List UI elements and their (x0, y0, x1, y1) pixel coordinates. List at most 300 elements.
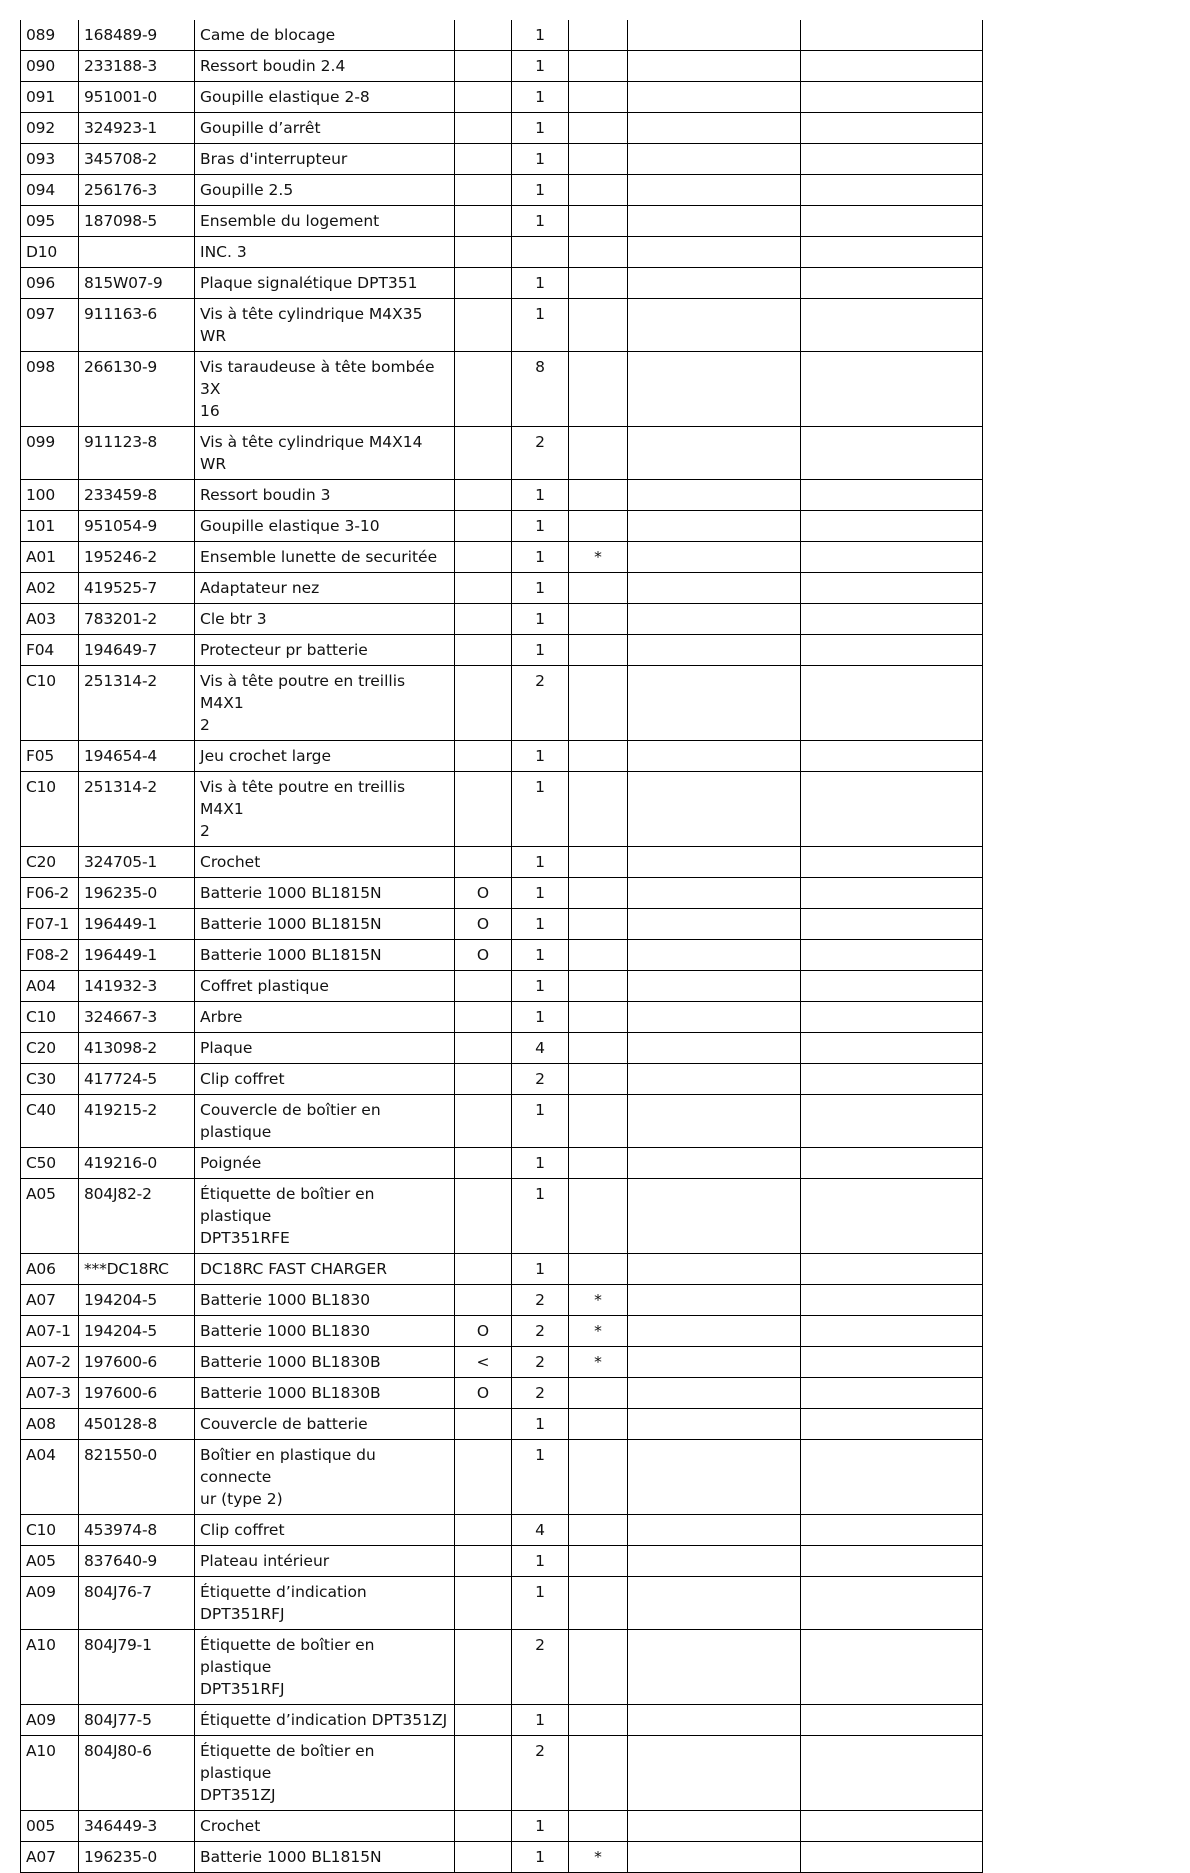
table-row (21, 299, 983, 352)
ref-cell: D10 (21, 237, 79, 268)
parts-list-table (20, 20, 983, 1873)
note-mark-cell (455, 847, 512, 878)
empty-cell (801, 1179, 983, 1254)
star-mark-cell (569, 940, 628, 971)
part-number-cell: 815W07-9 (79, 268, 195, 299)
description-cell: Batterie 1000 BL1830B (195, 1347, 455, 1378)
ref-cell: A09 (21, 1577, 79, 1630)
empty-cell (801, 1285, 983, 1316)
table-row (21, 635, 983, 666)
empty-cell (628, 1409, 801, 1440)
description-cell: Arbre (195, 1002, 455, 1033)
description-cell: Protecteur pr batterie (195, 635, 455, 666)
empty-cell (801, 741, 983, 772)
note-mark-cell (455, 1409, 512, 1440)
part-number-cell: 419525-7 (79, 573, 195, 604)
table-row (21, 1002, 983, 1033)
star-mark-cell (569, 1409, 628, 1440)
ref-cell: 089 (21, 20, 79, 51)
description-cell: Crochet (195, 847, 455, 878)
table-row (21, 1546, 983, 1577)
part-number-cell: 417724-5 (79, 1064, 195, 1095)
quantity-cell: 1 (512, 51, 569, 82)
star-mark-cell (569, 20, 628, 51)
empty-cell (628, 1546, 801, 1577)
empty-cell (801, 1347, 983, 1378)
part-number-cell: 251314-2 (79, 666, 195, 741)
ref-cell: C10 (21, 1002, 79, 1033)
star-mark-cell (569, 741, 628, 772)
empty-cell (801, 573, 983, 604)
part-number-cell: 195246-2 (79, 542, 195, 573)
description-cell: Étiquette de boîtier en plastique DPT351RFJ (195, 1630, 455, 1705)
ref-cell: 093 (21, 144, 79, 175)
ref-cell: A07 (21, 1285, 79, 1316)
empty-cell (628, 1440, 801, 1515)
ref-cell: A01 (21, 542, 79, 573)
quantity-cell: 2 (512, 1285, 569, 1316)
star-mark-cell (569, 82, 628, 113)
part-number-cell: 168489-9 (79, 20, 195, 51)
note-mark-cell (455, 1440, 512, 1515)
empty-cell (801, 604, 983, 635)
star-mark-cell (569, 144, 628, 175)
quantity-cell: 1 (512, 909, 569, 940)
description-cell: Batterie 1000 BL1830B (195, 1378, 455, 1409)
description-cell: Crochet (195, 1811, 455, 1842)
empty-cell (628, 1577, 801, 1630)
empty-cell (801, 237, 983, 268)
table-row (21, 1842, 983, 1873)
table-row (21, 427, 983, 480)
star-mark-cell (569, 573, 628, 604)
empty-cell (628, 542, 801, 573)
star-mark-cell (569, 1440, 628, 1515)
ref-cell: C10 (21, 1515, 79, 1546)
empty-cell (801, 971, 983, 1002)
description-cell: Couvercle de batterie (195, 1409, 455, 1440)
description-cell: Batterie 1000 BL1830 (195, 1316, 455, 1347)
quantity-cell: 1 (512, 1095, 569, 1148)
empty-cell (628, 206, 801, 237)
quantity-cell: 1 (512, 604, 569, 635)
star-mark-cell (569, 1378, 628, 1409)
empty-cell (801, 427, 983, 480)
star-mark-cell (569, 51, 628, 82)
empty-cell (801, 144, 983, 175)
quantity-cell: 1 (512, 1546, 569, 1577)
star-mark-cell (569, 113, 628, 144)
table-row (21, 1148, 983, 1179)
empty-cell (628, 573, 801, 604)
empty-cell (628, 847, 801, 878)
ref-cell: 092 (21, 113, 79, 144)
empty-cell (801, 51, 983, 82)
star-mark-cell (569, 175, 628, 206)
quantity-cell: 4 (512, 1033, 569, 1064)
ref-cell: F05 (21, 741, 79, 772)
description-cell: Batterie 1000 BL1815N (195, 940, 455, 971)
empty-cell (801, 1577, 983, 1630)
part-number-cell: 911123-8 (79, 427, 195, 480)
empty-cell (628, 1179, 801, 1254)
star-mark-cell (569, 635, 628, 666)
part-number-cell: 196449-1 (79, 909, 195, 940)
note-mark-cell (455, 82, 512, 113)
empty-cell (628, 1842, 801, 1873)
empty-cell (628, 741, 801, 772)
ref-cell: 101 (21, 511, 79, 542)
part-number-cell: 256176-3 (79, 175, 195, 206)
part-number-cell: 783201-2 (79, 604, 195, 635)
quantity-cell: 4 (512, 1515, 569, 1546)
empty-cell (628, 268, 801, 299)
quantity-cell: 2 (512, 1316, 569, 1347)
note-mark-cell (455, 175, 512, 206)
ref-cell: F07-1 (21, 909, 79, 940)
ref-cell: A03 (21, 604, 79, 635)
part-number-cell: 194204-5 (79, 1316, 195, 1347)
description-cell: Clip coffret (195, 1515, 455, 1546)
part-number-cell: 821550-0 (79, 1440, 195, 1515)
empty-cell (801, 1064, 983, 1095)
description-cell: Ensemble lunette de securitée (195, 542, 455, 573)
table-row (21, 1347, 983, 1378)
description-cell: Ensemble du logement (195, 206, 455, 237)
note-mark-cell: < (455, 1347, 512, 1378)
note-mark-cell: O (455, 1378, 512, 1409)
ref-cell: A10 (21, 1736, 79, 1811)
quantity-cell: 1 (512, 971, 569, 1002)
note-mark-cell (455, 1148, 512, 1179)
table-row (21, 144, 983, 175)
empty-cell (628, 1254, 801, 1285)
empty-cell (628, 909, 801, 940)
empty-cell (628, 878, 801, 909)
table-row (21, 51, 983, 82)
ref-cell: C20 (21, 847, 79, 878)
table-row (21, 940, 983, 971)
quantity-cell: 2 (512, 666, 569, 741)
note-mark-cell (455, 1033, 512, 1064)
note-mark-cell (455, 772, 512, 847)
note-mark-cell (455, 1630, 512, 1705)
empty-cell (628, 1064, 801, 1095)
part-number-cell: 197600-6 (79, 1378, 195, 1409)
note-mark-cell (455, 1285, 512, 1316)
empty-cell (801, 909, 983, 940)
ref-cell: C20 (21, 1033, 79, 1064)
description-cell: Goupille 2.5 (195, 175, 455, 206)
note-mark-cell (455, 971, 512, 1002)
ref-cell: F04 (21, 635, 79, 666)
quantity-cell: 1 (512, 940, 569, 971)
table-row (21, 1064, 983, 1095)
ref-cell: 094 (21, 175, 79, 206)
empty-cell (628, 51, 801, 82)
empty-cell (628, 604, 801, 635)
ref-cell: 098 (21, 352, 79, 427)
ref-cell: A05 (21, 1179, 79, 1254)
note-mark-cell (455, 427, 512, 480)
note-mark-cell (455, 1002, 512, 1033)
note-mark-cell (455, 1842, 512, 1873)
empty-cell (801, 480, 983, 511)
empty-cell (801, 268, 983, 299)
description-cell: Goupille elastique 2-8 (195, 82, 455, 113)
table-row (21, 1033, 983, 1064)
part-number-cell: 911163-6 (79, 299, 195, 352)
empty-cell (801, 299, 983, 352)
empty-cell (628, 1347, 801, 1378)
part-number-cell: 324923-1 (79, 113, 195, 144)
ref-cell: C10 (21, 666, 79, 741)
part-number-cell: 419215-2 (79, 1095, 195, 1148)
description-cell: DC18RC FAST CHARGER (195, 1254, 455, 1285)
part-number-cell: 197600-6 (79, 1347, 195, 1378)
note-mark-cell (455, 1254, 512, 1285)
quantity-cell: 1 (512, 20, 569, 51)
quantity-cell: 2 (512, 1378, 569, 1409)
description-cell: Clip coffret (195, 1064, 455, 1095)
quantity-cell: 2 (512, 427, 569, 480)
empty-cell (628, 1033, 801, 1064)
ref-cell: C40 (21, 1095, 79, 1148)
empty-cell (801, 352, 983, 427)
note-mark-cell: O (455, 878, 512, 909)
description-cell: Couvercle de boîtier en plastique (195, 1095, 455, 1148)
star-mark-cell (569, 1736, 628, 1811)
note-mark-cell (455, 480, 512, 511)
quantity-cell: 1 (512, 542, 569, 573)
note-mark-cell (455, 511, 512, 542)
quantity-cell: 1 (512, 1577, 569, 1630)
description-cell: Goupille d’arrêt (195, 113, 455, 144)
part-number-cell: 194654-4 (79, 741, 195, 772)
ref-cell: A07-1 (21, 1316, 79, 1347)
empty-cell (628, 1811, 801, 1842)
empty-cell (628, 1630, 801, 1705)
star-mark-cell (569, 878, 628, 909)
star-mark-cell (569, 971, 628, 1002)
quantity-cell: 1 (512, 299, 569, 352)
empty-cell (801, 1736, 983, 1811)
quantity-cell: 2 (512, 1347, 569, 1378)
description-cell: Vis à tête cylindrique M4X14 WR (195, 427, 455, 480)
description-cell: Étiquette d’indication DPT351RFJ (195, 1577, 455, 1630)
ref-cell: A05 (21, 1546, 79, 1577)
star-mark-cell (569, 1148, 628, 1179)
empty-cell (628, 1148, 801, 1179)
ref-cell: A06 (21, 1254, 79, 1285)
part-number-cell: 324667-3 (79, 1002, 195, 1033)
ref-cell: 100 (21, 480, 79, 511)
empty-cell (801, 175, 983, 206)
ref-cell: A08 (21, 1409, 79, 1440)
star-mark-cell (569, 352, 628, 427)
note-mark-cell (455, 20, 512, 51)
star-mark-cell (569, 511, 628, 542)
quantity-cell: 1 (512, 82, 569, 113)
note-mark-cell (455, 1064, 512, 1095)
description-cell: Vis taraudeuse à tête bombée 3X 16 (195, 352, 455, 427)
note-mark-cell (455, 741, 512, 772)
table-row (21, 847, 983, 878)
note-mark-cell (455, 1515, 512, 1546)
quantity-cell: 1 (512, 511, 569, 542)
empty-cell (801, 206, 983, 237)
table-row (21, 268, 983, 299)
quantity-cell: 1 (512, 1002, 569, 1033)
table-row (21, 604, 983, 635)
part-number-cell: 413098-2 (79, 1033, 195, 1064)
star-mark-cell (569, 1630, 628, 1705)
empty-cell (801, 666, 983, 741)
empty-cell (801, 1409, 983, 1440)
note-mark-cell (455, 542, 512, 573)
table-row (21, 206, 983, 237)
description-cell: Adaptateur nez (195, 573, 455, 604)
note-mark-cell: O (455, 1316, 512, 1347)
description-cell: Vis à tête poutre en treillis M4X1 2 (195, 772, 455, 847)
note-mark-cell (455, 1811, 512, 1842)
empty-cell (801, 511, 983, 542)
note-mark-cell (455, 144, 512, 175)
description-cell: Ressort boudin 2.4 (195, 51, 455, 82)
star-mark-cell (569, 666, 628, 741)
description-cell: Batterie 1000 BL1815N (195, 909, 455, 940)
description-cell: Batterie 1000 BL1815N (195, 878, 455, 909)
part-number-cell: 837640-9 (79, 1546, 195, 1577)
empty-cell (801, 1440, 983, 1515)
part-number-cell: 196235-0 (79, 1842, 195, 1873)
part-number-cell: 804J77-5 (79, 1705, 195, 1736)
star-mark-cell (569, 604, 628, 635)
table-row (21, 1316, 983, 1347)
empty-cell (801, 1316, 983, 1347)
quantity-cell: 1 (512, 268, 569, 299)
empty-cell (801, 1095, 983, 1148)
empty-cell (628, 1515, 801, 1546)
star-mark-cell: * (569, 1285, 628, 1316)
star-mark-cell (569, 1811, 628, 1842)
quantity-cell: 1 (512, 772, 569, 847)
empty-cell (801, 1515, 983, 1546)
empty-cell (628, 1002, 801, 1033)
note-mark-cell (455, 1577, 512, 1630)
table-row (21, 573, 983, 604)
ref-cell: 005 (21, 1811, 79, 1842)
table-row (21, 772, 983, 847)
description-cell: Étiquette de boîtier en plastique DPT351ZJ (195, 1736, 455, 1811)
ref-cell: A10 (21, 1630, 79, 1705)
note-mark-cell: O (455, 909, 512, 940)
description-cell: Coffret plastique (195, 971, 455, 1002)
star-mark-cell (569, 772, 628, 847)
ref-cell: A07 (21, 1842, 79, 1873)
quantity-cell: 1 (512, 1179, 569, 1254)
ref-cell: A07-3 (21, 1378, 79, 1409)
table-row (21, 1254, 983, 1285)
star-mark-cell (569, 1705, 628, 1736)
table-row (21, 175, 983, 206)
star-mark-cell: * (569, 1842, 628, 1873)
star-mark-cell (569, 268, 628, 299)
empty-cell (628, 1378, 801, 1409)
table-row (21, 1630, 983, 1705)
empty-cell (801, 542, 983, 573)
table-row (21, 1095, 983, 1148)
empty-cell (801, 940, 983, 971)
note-mark-cell (455, 1095, 512, 1148)
empty-cell (801, 878, 983, 909)
description-cell: Batterie 1000 BL1830 (195, 1285, 455, 1316)
empty-cell (628, 1095, 801, 1148)
empty-cell (801, 1546, 983, 1577)
table-row (21, 1736, 983, 1811)
ref-cell: 091 (21, 82, 79, 113)
quantity-cell: 1 (512, 635, 569, 666)
quantity-cell: 1 (512, 206, 569, 237)
quantity-cell: 2 (512, 1064, 569, 1095)
note-mark-cell (455, 1705, 512, 1736)
quantity-cell: 1 (512, 1254, 569, 1285)
description-cell: Cle btr 3 (195, 604, 455, 635)
quantity-cell: 1 (512, 480, 569, 511)
table-row (21, 878, 983, 909)
ref-cell: 090 (21, 51, 79, 82)
table-row (21, 82, 983, 113)
ref-cell: C30 (21, 1064, 79, 1095)
part-number-cell: 345708-2 (79, 144, 195, 175)
part-number-cell: 196235-0 (79, 878, 195, 909)
description-cell: Poignée (195, 1148, 455, 1179)
star-mark-cell: * (569, 1347, 628, 1378)
description-cell: Bras d'interrupteur (195, 144, 455, 175)
description-cell: Boîtier en plastique du connecte ur (type 2) (195, 1440, 455, 1515)
empty-cell (801, 635, 983, 666)
star-mark-cell (569, 1515, 628, 1546)
table-row (21, 113, 983, 144)
ref-cell: C50 (21, 1148, 79, 1179)
quantity-cell: 1 (512, 741, 569, 772)
ref-cell: A09 (21, 1705, 79, 1736)
note-mark-cell (455, 268, 512, 299)
description-cell: Jeu crochet large (195, 741, 455, 772)
star-mark-cell (569, 206, 628, 237)
part-number-cell: 804J79-1 (79, 1630, 195, 1705)
table-row (21, 741, 983, 772)
table-row (21, 971, 983, 1002)
ref-cell: 099 (21, 427, 79, 480)
ref-cell: 096 (21, 268, 79, 299)
empty-cell (628, 1705, 801, 1736)
table-row (21, 1811, 983, 1842)
ref-cell: F06-2 (21, 878, 79, 909)
ref-cell: 095 (21, 206, 79, 237)
quantity-cell: 1 (512, 1409, 569, 1440)
part-number-cell: 951001-0 (79, 82, 195, 113)
quantity-cell: 1 (512, 175, 569, 206)
table-row (21, 1285, 983, 1316)
star-mark-cell (569, 847, 628, 878)
empty-cell (801, 1378, 983, 1409)
empty-cell (628, 1736, 801, 1811)
description-cell: Plaque signalétique DPT351 (195, 268, 455, 299)
empty-cell (628, 427, 801, 480)
star-mark-cell: * (569, 1316, 628, 1347)
quantity-cell: 1 (512, 113, 569, 144)
